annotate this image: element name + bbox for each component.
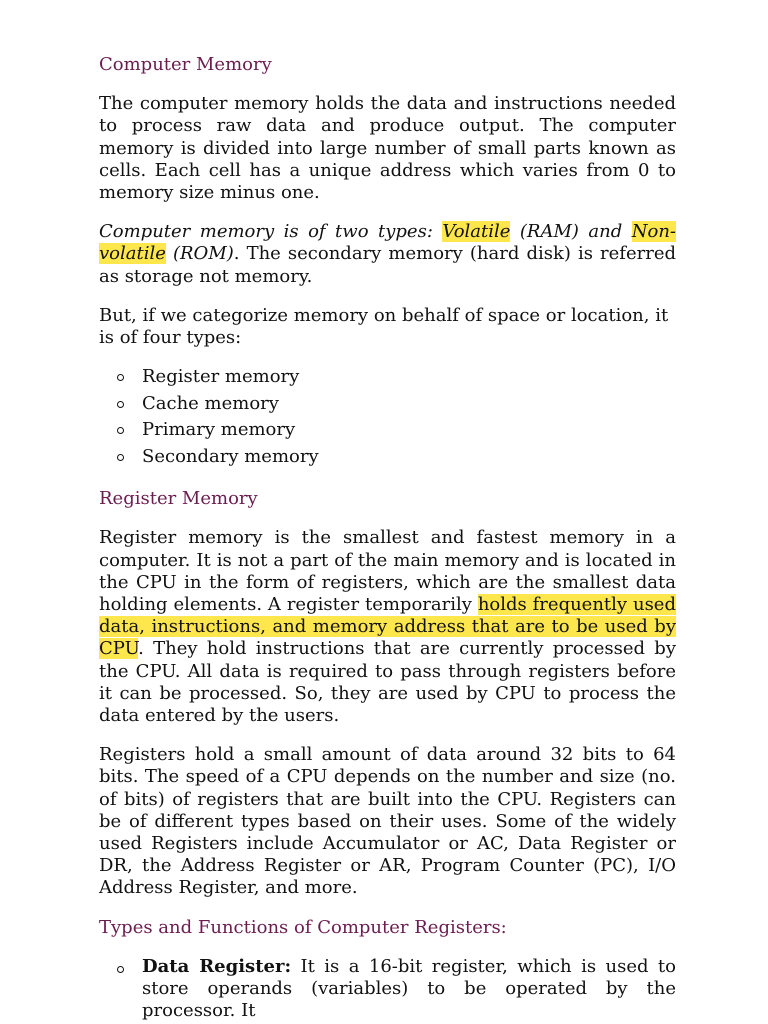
circle-bullet-icon bbox=[117, 454, 124, 461]
paragraph-intro: The computer memory holds the data and instructions needed to process raw data and produce output. The computer memory is divided into large number of small parts known as cells. Each cell has a unique address which varies from 0 to memory size minus one. bbox=[99, 93, 676, 204]
paragraph-memory-types bbox=[99, 221, 676, 288]
list-item bbox=[99, 393, 676, 420]
list-item bbox=[99, 366, 676, 393]
highlight-volatile: Volatile bbox=[442, 221, 511, 243]
circle-bullet-icon bbox=[117, 374, 124, 381]
list-item-label: Cache memory bbox=[142, 392, 279, 414]
list-item bbox=[99, 956, 676, 1023]
highlight-register-purpose: holds frequently used data, instructions, and memory address that are to be used by CPU bbox=[99, 594, 676, 660]
memory-types-rom: (ROM) bbox=[165, 243, 234, 265]
circle-bullet-icon bbox=[117, 401, 124, 408]
highlight-non-volatile: Non-volatile bbox=[99, 221, 676, 265]
data-register-text: It is a 16-bit register, which is used to store operands (variables) to be operated by the processor. It bbox=[142, 955, 676, 1022]
list-item-label: Secondary memory bbox=[142, 445, 319, 467]
list-item-label: Primary memory bbox=[142, 419, 296, 441]
memory-types-prefix: Computer memory is of two types: bbox=[99, 221, 443, 243]
memory-types-list bbox=[99, 366, 676, 472]
register-intro-end: . They hold instructions that are currently processed by the CPU. All data is required to pass through registers before it can be processed. So, they are used by CPU to process the data entered by the users. bbox=[99, 638, 676, 727]
list-item bbox=[99, 446, 676, 473]
data-register-label: Data Register: bbox=[142, 955, 292, 977]
memory-types-rest: . The secondary memory (hard disk) is referred as storage not memory. bbox=[99, 243, 676, 287]
circle-bullet-icon bbox=[117, 427, 124, 434]
heading-register-memory: Register Memory bbox=[99, 488, 258, 510]
heading-computer-memory: Computer Memory bbox=[99, 54, 272, 75]
list-item-label: Register memory bbox=[142, 366, 300, 388]
memory-types-ram: (RAM) and bbox=[510, 221, 632, 243]
document-page bbox=[99, 50, 676, 1023]
heading-register-types: Types and Functions of Computer Registers: bbox=[99, 916, 507, 938]
paragraph-four-types: But, if we categorize memory on behalf of space or location, it is of four types: bbox=[99, 304, 669, 349]
register-intro-start: Register memory is the smallest and fastest memory in a computer. It is not a part of the main memory and is located in the CPU in the form of registers, which are the smallest data holding elements. A register temporarily bbox=[99, 527, 676, 616]
list-item bbox=[99, 419, 676, 446]
circle-bullet-icon bbox=[117, 966, 124, 973]
paragraph-register-size: Registers hold a small amount of data around 32 bits to 64 bits. The speed of a CPU depends on the number and size (no. of bits) of registers that are built into the CPU. Registers can be of different types based on their uses. Some of the widely used Registers include Accumulator or AC, Data Register or DR, the Address Register or AR, Program Counter (PC), I/O Address Register, and more. bbox=[99, 744, 676, 899]
paragraph-register-intro bbox=[99, 527, 676, 727]
register-types-list bbox=[99, 956, 676, 1023]
